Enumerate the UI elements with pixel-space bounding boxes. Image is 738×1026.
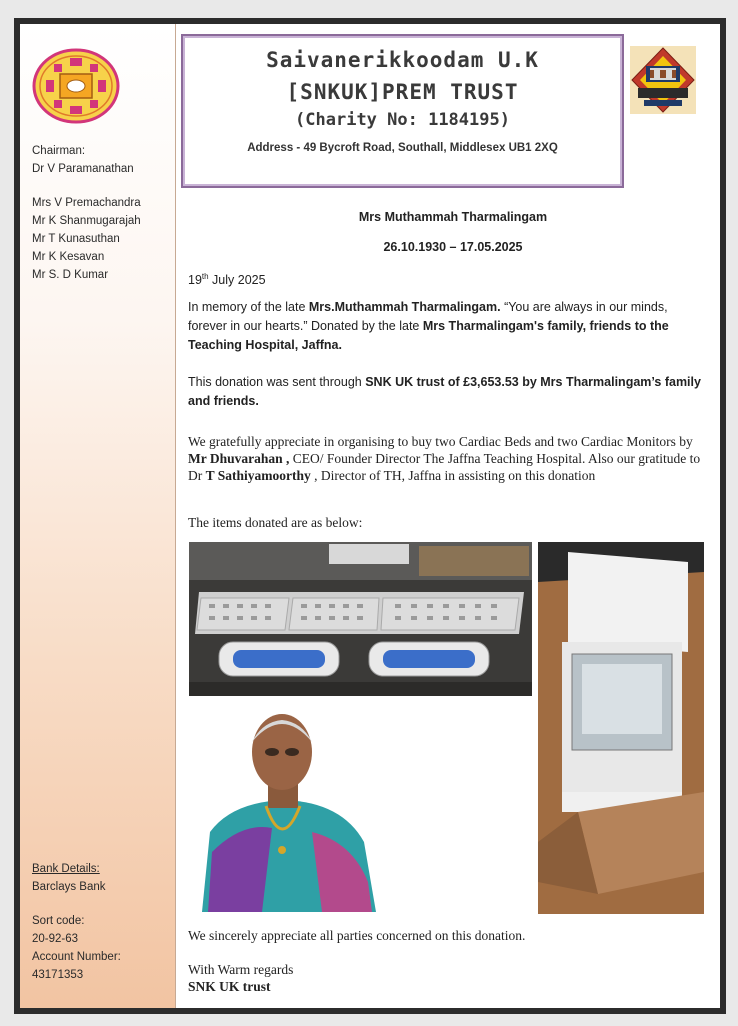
trustees-list [32,194,141,284]
p3-end: , Director of TH, Jaffna in assisting on this donation [310,468,596,483]
bank-name: Barclays Bank [32,881,106,893]
memorial-paragraph [188,298,708,355]
p1-name: Mrs.Muthammah Tharmalingam. [308,300,501,314]
chairman-name: Dr V Paramanathan [32,163,134,175]
p1-quote: “You are always in our minds, forever in our hearts.” Donated by the late [188,300,668,333]
trustee-name: Mr S. D Kumar [32,269,109,281]
temple-logo [628,44,698,116]
p3-text: We gratefully appreciate in organising to buy two Cardiac Beds and two Cardiac Monitors by [188,434,693,449]
date-day: 19 [188,273,202,288]
account-details [32,912,121,984]
trustee-name: Mr K Shanmugarajah [32,215,141,227]
account-number-label: Account Number: [32,951,121,963]
trust-subtitle: [SNKUK]PREM TRUST [286,80,519,104]
trustee-name: Mr K Kesavan [32,251,105,263]
p1-family: Mrs Tharmalingam's family, friends to the Teaching Hospital, Jaffna. [188,319,669,352]
sort-code: 20-92-63 [32,933,79,945]
letter-page [14,18,726,1014]
deceased-name: Mrs Muthammah Tharmalingam [358,210,548,224]
trust-logo-emblem [32,48,120,124]
p3-director: T Sathiyamoorthy [205,468,311,483]
sidebar [20,24,176,1008]
trust-address: Address - 49 Bycroft Road, Southall, Middlesex UB1 2XQ [247,142,558,154]
trust-name: Saivanerikkoodam U.K [266,48,539,72]
cardiac-monitor-photo [538,542,704,914]
letterhead [181,34,624,188]
items-intro: The items donated are as below: [188,515,363,530]
closing-block [188,961,708,995]
p2-text: This donation was sent through [188,375,366,389]
closing-line: With Warm regards [188,962,294,977]
bank-details [32,860,106,896]
date-suffix: th [201,272,209,281]
account-number: 43171353 [32,969,84,981]
chairman-block [32,142,134,178]
donation-paragraph [188,373,708,411]
letter-date [188,272,266,287]
signature: SNK UK trust [188,979,271,994]
p3-ceo: Mr Dhuvarahan , [188,451,290,466]
date-rest: July 2025 [208,273,266,288]
sort-code-label: Sort code: [32,915,85,927]
charity-number: (Charity No: 1184195) [295,110,510,130]
chairman-label: Chairman: [32,145,86,157]
appreciation-line: We sincerely appreciate all parties concerned on this donation. [188,928,526,943]
trustee-name: Mr T Kunasuthan [32,233,120,245]
trustee-name: Mrs V Premachandra [32,197,141,209]
portrait-photo [192,702,378,912]
life-dates: 26.10.1930 – 17.05.2025 [383,240,523,254]
bank-details-label: Bank Details: [32,863,100,875]
cardiac-beds-photo [189,542,532,696]
p2-amount: SNK UK trust of £3,653.53 by Mrs Tharmalingam’s family and friends. [188,375,701,408]
gratitude-paragraph [188,433,708,484]
p3-role: CEO/ Founder Director The Jaffna Teaching Hospital. Also our gratitude to Dr [188,451,701,483]
p1-text: In memory of the late [188,300,309,314]
